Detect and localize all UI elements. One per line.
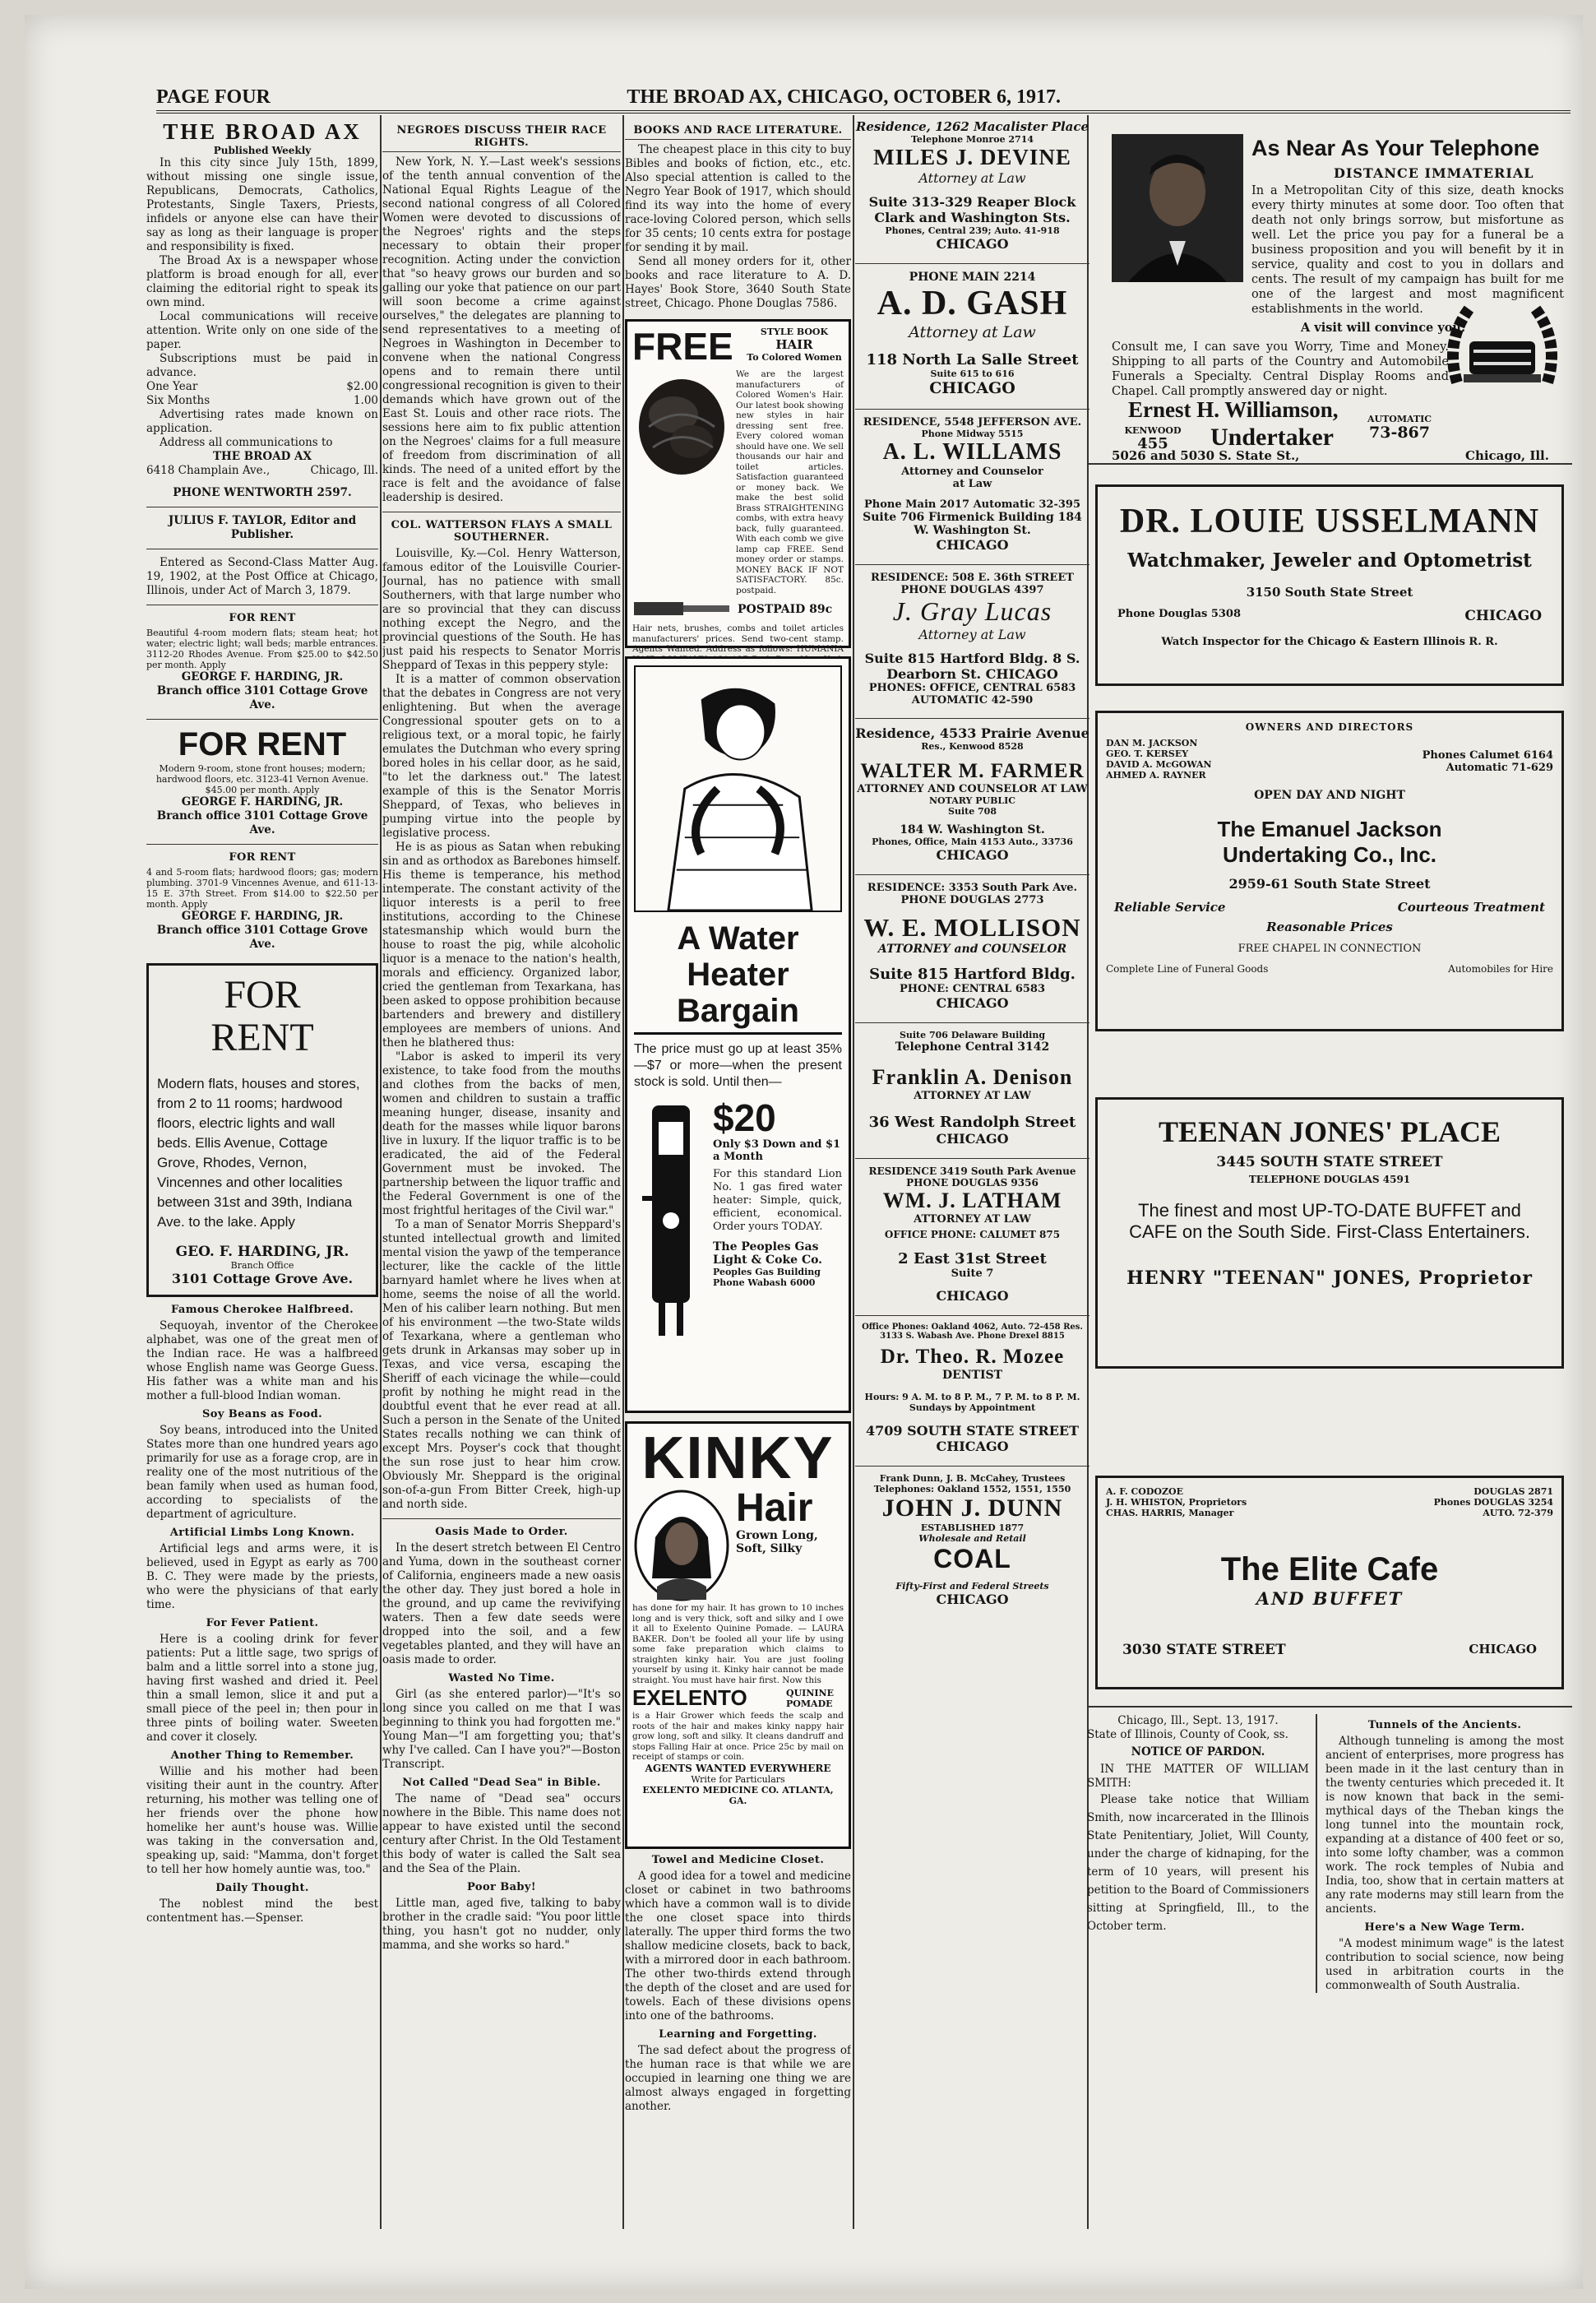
hair-style-ad	[625, 319, 851, 654]
rent-heading: FOR RENT	[229, 612, 296, 624]
water-heater-image	[634, 1097, 708, 1344]
gas-building: Peoples Gas Building	[713, 1267, 821, 1277]
agent-name: GEORGE F. HARDING, JR.	[181, 670, 344, 683]
article-body: New York, N. Y.—Last week's sessions of the tenth annual convention of the National Equal Rights League of the second national congress of all Colored Women were devoted to discussions of the Negroes' rights and the steps necessary to obtain their proper recognition. Acting under the conviction that "so heavy grows our burden and so galling our yoke that patience on our part will soon become a crime against ourselves," the delegates are planning to send representatives to a meeting of Negroes in Washington in December to convene when the national Congress opens and to remain there until congressional recognition is given to their demands which have grown out of the East St. Louis and other race riots. The sessions here aim to fix public attention on the Negroes' claims for a full measure of freedom from discrimination of all kinds. The need of a united effort by the race is felt and the avoidance of false leadership is desired.	[382, 155, 621, 504]
article-heading: Poor Baby!	[467, 1881, 536, 1893]
price-value: $2.00	[346, 380, 378, 393]
editor: JULIUS F. TAYLOR, Editor and Publisher.	[168, 514, 357, 541]
free-heading: FREE	[632, 325, 733, 368]
paper-title: THE BROAD AX	[163, 119, 362, 144]
intro-paragraph: Subscriptions must be paid in advance.	[146, 352, 378, 379]
paper-phone: PHONE WENTWORTH 2597.	[173, 486, 352, 499]
kinky-body2: is a Hair Grower which feeds the scalp and roots of the hair and makes kinky nappy hair grow long, soft and silky. It cleans dandruff and stops Falling Hair at once. Price 25c by mail on receipt of stamps or coin.	[632, 1711, 844, 1762]
usselmann-ad	[1095, 484, 1564, 686]
intro-paragraph: The Broad Ax is a newspaper whose platform is broad enough for all, ever claiming the editorial right to speak its own mind.	[146, 254, 378, 309]
article-body: The cheapest place in this city to buy Bibles and books of fiction, etc., etc. Also special attention is called to the Negro Year Book of 1917, which should find its way into the home of every race-loving Colored person, which sells for 35 cents; 10 cents extra for postage for sending it by mail.	[625, 143, 851, 254]
article-body: Here is a cooling drink for fever patients: Put a little sage, two sprigs of balm and a little sorrel into a stone jug, having first washed and dried it. Peel thin a small lemon, slice it and put a small piece of the peel in; then pour in three pints of boiling water. Sweeten and cover it closely.	[146, 1633, 378, 1744]
article-heading: Famous Cherokee Halfbreed.	[170, 1304, 354, 1316]
price-label: One Year	[146, 380, 198, 393]
elite-address: 3030 STATE STREET	[1122, 1642, 1286, 1658]
usselmann-name: DR. LOUIE USSELMANN	[1119, 503, 1540, 540]
williamson-portrait	[1112, 134, 1243, 282]
exelento-company: EXELENTO MEDICINE CO. ATLANTA, GA.	[642, 1784, 834, 1806]
article-body: Girl (as she entered parlor)—"It's so long since you called on me that I was beginning to think you had forgotten me." Young Man—"I am forgetting you; that's why I've called. Can I have you?"—Boston Transcript.	[382, 1688, 621, 1771]
column-2	[382, 119, 621, 2225]
usselmann-footer: Watch Inspector for the Chicago & Eastern Illinois R. R.	[1161, 636, 1498, 648]
paper-subtitle: Published Weekly	[213, 145, 312, 156]
kenwood-label: KENWOOD	[1124, 425, 1182, 436]
card-mollison: RESIDENCE: 3353 South Park Ave. PHONE DOUGLAS 2773 W. E. MOLLISON ATTORNEY and COUNSELOR Suite 815 Hartford Bldg. PHONE: CENTRAL 6583 CHICAGO	[863, 882, 1081, 1011]
article-body: Little man, aged five, talking to baby brother in the cradle said: "You poor little thing, you hasn't got no nudder, only mamma, and she works so hard."	[382, 1897, 621, 1952]
write-particulars: Write for Particulars	[691, 1773, 785, 1785]
heater-price: $20	[713, 1096, 776, 1139]
article-heading: Learning and Forgetting.	[659, 2028, 817, 2041]
agent-branch: Branch office 3101 Cottage Grove Ave.	[156, 684, 368, 711]
street: 6418 Champlain Ave.,	[146, 464, 271, 477]
column-rule	[380, 115, 382, 2229]
williamson-sub: DISTANCE IMMATERIAL	[1334, 165, 1534, 181]
card-denison: Suite 706 Delaware Building Telephone Central 3142 Franklin A. Denison ATTORNEY AT LAW 36 West Randolph Street CHICAGO	[868, 1030, 1076, 1147]
agent-name: GEORGE F. HARDING, JR.	[181, 910, 344, 923]
rent-box-branch: Branch Office	[230, 1260, 294, 1271]
article-body: Soy beans, introduced into the United States more than one hundred years ago primarily for use as a forage crop, are in reality one of the most nutritious of the bean family when used as human food, according to specialists of the department of agriculture.	[146, 1424, 378, 1521]
teenan-ad	[1095, 1097, 1564, 1369]
masthead: THE BROAD AX, CHICAGO, OCTOBER 6, 1917.	[627, 86, 1061, 108]
rent-box-ad	[146, 963, 378, 1297]
jackson-auto: Automatic 71-629	[1446, 762, 1553, 774]
article-body: Artificial legs and arms were, it is believed, used in Egypt as early as 700 B. C. They were made by the priests, who were the physicians of that early time.	[146, 1542, 378, 1611]
article-body: "A modest minimum wage" is the latest contribution to social science, now being used in arbitration courts in the commonwealth of South Australia.	[1325, 1937, 1564, 1992]
jackson-owner: DAVID A. McGOWAN	[1106, 759, 1212, 770]
article-heading: Oasis Made to Order.	[435, 1526, 568, 1538]
heater-desc: For this standard Lion No. 1 gas fired water heater: Simple, quick, efficient, economical. Order yours TODAY.	[713, 1168, 842, 1233]
article-body: A good idea for a towel and medicine closet or cabinet in two bathrooms which have a common wall is to divide the one closet space into thirds laterally. The upper third forms the two shallow medicine closets, back to back, with a mirrored door in each bathroom. The other two-thirds extend through the depth of the closet and are used for towels. Each of these divisions opens into one of the bathrooms.	[625, 1870, 851, 2023]
agents-wanted: AGENTS WANTED EVERYWHERE	[645, 1762, 831, 1774]
column-3	[625, 119, 851, 2225]
article-body: To a man of Senator Morris Sheppard's stunted intellectual growth and limited mental vision the yawp of the temperance lecturer, like the cackle of the little barnyard hamlet where he lives when at home, seems the noise of all the world. Men of his caliber learn nothing. But men of his environment —the two-State wilds of Texarkana, where a gentleman who gets drunk in Arkansas may sober up in Texas, and vice versa, escaping the Sheriff of each vicinage the while—could profit by nothing he might read in the doubtful event that he ever read at all. Such a person in the Senate of the United States recalls nothing we can think of except Mrs. Poyser's cock that thought the sun rose just to hear him crow. Obviously Mr. Sheppard is the original son-of-a-gun From Bitter Creek, high-up and north side.	[382, 1218, 621, 1511]
elite-owner: J. H. WHISTON, Proprietors	[1106, 1497, 1247, 1508]
teenan-proprietor: HENRY "TEENAN" JONES, Proprietor	[1126, 1267, 1533, 1289]
free-sub: To Colored Women	[747, 352, 842, 363]
card-williams: RESIDENCE, 5548 JEFFERSON AVE. Phone Midway 5515 A. L. WILLAMS Attorney and Counselor at Law Phone Main 2017 Automatic 32-395 Suite 706 Firmenick Building 184 W. Washington St. CHICAGO	[863, 416, 1082, 553]
card-lucas: RESIDENCE: 508 E. 36th STREET PHONE DOUGLAS 4397 J. Gray Lucas Attorney at Law Suite 815 Hartford Bldg. 8 S. Dearborn St. CHICAGO PHONES: OFFICE, CENTRAL 6583 AUTOMATIC 42-590	[864, 572, 1080, 707]
article-body: Louisville, Ky.—Col. Henry Watterson, famous editor of the Louisville Courier-Journal, has no patience with small Southerners, with that large number who are so provincial that they can discuss nothing except the Negro, and the provincial questions of the South. He has just paid his respects to Senator Morris Sheppard of Texas in this peppery style:	[382, 547, 621, 672]
postpaid-price: POSTPAID 89c	[738, 603, 833, 616]
rent-box-heading: RENT	[210, 1016, 314, 1059]
article-heading: Not Called "Dead Sea" in Bible.	[402, 1777, 601, 1789]
water-heater-ad	[625, 656, 851, 1413]
article-heading: For Fever Patient.	[206, 1617, 319, 1629]
card-mozee: Office Phones: Oakland 4062, Auto. 72-458 Res. 3133 S. Wabash Ave. Phone Drexel 8815 Dr. Theo. R. Mozee DENTIST Hours: 9 A. M. to 8 P. M., 7 P. M. to 8 P. M. Sundays by Appointment 4709 SOUTH STATE STREET CHICAGO	[862, 1323, 1083, 1454]
jackson-courteous: Courteous Treatment	[1397, 900, 1545, 915]
heater-heading: Heater	[687, 957, 789, 993]
williamson-ad	[1087, 119, 1572, 465]
card-gash: PHONE MAIN 2214 A. D. GASH Attorney at Law 118 North La Salle Street Suite 615 to 616 CHICAGO	[866, 271, 1079, 397]
page-header	[156, 86, 1571, 109]
rent-body: Beautiful 4-room modern flats; steam heat; hot water; electric light; wall beds; marble entrances. 3112-20 Rhodes Avenue. From $25.00 to $42.50 per month. Apply	[146, 628, 378, 670]
jackson-owner: GEO. T. KERSEY	[1106, 748, 1189, 759]
teenan-address: 3445 SOUTH STATE STREET	[1216, 1154, 1443, 1170]
jackson-name: Undertaking Co., Inc.	[1222, 842, 1437, 867]
free-sub: HAIR	[775, 337, 813, 352]
jackson-ad	[1095, 711, 1564, 1031]
jackson-prices: Reasonable Prices	[1266, 920, 1393, 934]
teenan-phone: TELEPHONE DOUGLAS 4591	[1248, 1174, 1411, 1185]
agent-branch: Branch office 3101 Cottage Grove Ave.	[156, 924, 368, 951]
jackson-owners: OWNERS AND DIRECTORS	[1245, 721, 1414, 733]
jackson-chapel: FREE CHAPEL IN CONNECTION	[1237, 943, 1422, 955]
williamson-name: Ernest H. Williamson,	[1128, 397, 1339, 422]
rent-body: Modern 9-room, stone front houses; modern; hardwood floors, etc. 3123-41 Vernon Avenue. $45.00 per month. Apply	[155, 763, 369, 795]
article-body: Willie and his mother had been visiting their aunt in the country. After returning, his mother was telling one of her friends over the phone how homelike her aunt's house was. Willie was taking in the conversation and, speaking up, said: "Mamma, don't forget to tell her how homely auntie was, too."	[146, 1765, 378, 1876]
grown-sub: Grown Long, Soft, Silky	[736, 1529, 818, 1555]
automatic-number: 73-867	[1369, 424, 1430, 442]
elite-phone: DOUGLAS 2871	[1473, 1486, 1553, 1497]
elite-cafe-ad	[1095, 1476, 1564, 1689]
page-label: PAGE FOUR	[156, 86, 271, 108]
article-body: The sad defect about the progress of the human race is that while we are occupied in learning one thing we are almost always engaged in forgetting another.	[625, 2044, 851, 2113]
jackson-reliable: Reliable Service	[1114, 900, 1226, 915]
heater-body: The price must go up at least 35%—$7 or more—when the present stock is sold. Until then—	[634, 1042, 842, 1089]
exelento-heading: EXELENTO	[632, 1685, 747, 1710]
kinky-heading: KINKY	[641, 1425, 835, 1491]
article-body: Sequoyah, inventor of the Cherokee alphabet, was one of the great men of the Indian race. He was a halfbreed whose English name was George Guess. His father was a white man and his mother a full-blood Indian woman.	[146, 1319, 378, 1402]
pomade-label: QUININE POMADE	[786, 1687, 834, 1709]
undertaker-label: Undertaker	[1210, 424, 1334, 451]
elite-city: CHICAGO	[1469, 1642, 1537, 1657]
elite-phone: Phones DOUGLAS 3254	[1433, 1497, 1553, 1508]
usselmann-phone: Phone Douglas 5308	[1117, 608, 1242, 620]
jackson-open: OPEN DAY AND NIGHT	[1254, 789, 1405, 802]
pardon-heading: NOTICE OF PARDON.	[1131, 1745, 1265, 1759]
comb-image	[632, 599, 731, 620]
elite-sub: AND BUFFET	[1256, 1588, 1404, 1609]
card-devine: Residence, 1262 Macalister Place Telephone Monroe 2714 MILES J. DEVINE Attorney at Law Suite 313-329 Reaper Block Clark and Washington Sts. Phones, Central 239; Auto. 41-918 CHICAGO	[855, 119, 1089, 252]
article-body: Although tunneling is among the most ancient of enterprises, more progress has been made in it the last century than in the twenty centuries which preceded it. It is now known that back in the semi-mythical days of the Theban kings the long tunnel into the mountain rock, expanding at a distance of 400 feet or so, into some lofty chamber, was a common work. The rock temples of Nubia and India, too, show that in certain matters at any rate moderns may still learn from the ancients.	[1325, 1735, 1564, 1916]
williamson-city: Chicago, Ill.	[1465, 448, 1549, 463]
teenan-body: The finest and most UP-TO-DATE BUFFET and CAFE on the South Side. First-Class Entertainers.	[1129, 1200, 1530, 1242]
free-body: We are the largest manufacturers of Colored Women's Hair. Our latest book showing new styles in hair dressing sent free. Every colored woman should have one. We sell thousands our hair and toilet articles. Satisfaction guaranteed or money back. We make the best solid Brass STRAIGHTENING combs, with extra heavy back, fully guaranteed. With each comb we give lamp cap FREE. Send money order or stamps. MONEY BACK IF NOT SATISFACTORY. 85c. postpaid.	[736, 369, 844, 595]
rent-box-name: GEO. F. HARDING, JR.	[175, 1244, 349, 1260]
hair-heading: Hair	[736, 1486, 813, 1530]
article-body: In the desert stretch between El Centro and Yuma, down in the southeast corner of California, engineers made a new oasis the other day. They just bored a hole in the ground, and up came the revivifying waters. Then a few date seeds were dropped into the soil, and a few vegetables planted, and they will have an oasis made to order.	[382, 1541, 621, 1666]
woman-portrait	[632, 1488, 731, 1603]
gas-company: The Peoples Gas Light & Coke Co.	[713, 1240, 823, 1267]
article-body: He is as pious as Satan when rebuking sin and as orthodox as Barebones himself. His theme is temperance, his method intemperate. The constant activity of the liquor interests is a peril to free institutions, according to the Chinese statesmanship which would burn the house to roast the pig, while alcoholic liquor is a menace to the nation's health, morals and efficiency. Organized labor, cried the gentleman from Texarkana, has been asked to oppose prohibition because bartenders and brewery and distillery employees are members of unions. And then he blathered thus:	[382, 841, 621, 1050]
elite-owner: CHAS. HARRIS, Manager	[1106, 1508, 1234, 1518]
kinky-body: has done for my hair. It has grown to 10 inches long and is very thick, soft and silky and I owe it all to Exelento Quinine Pomade. — LAURA BAKER. Don't be fooled all your life by using some fake preparation which claims to straighten kinky hair. You are just fooling yourself by using it. Kinky hair cannot be made straight. You must have hair first. Now this	[632, 1603, 844, 1685]
rent-box-heading: FOR	[224, 973, 301, 1017]
card-farmer: Residence, 4533 Prairie Avenue Res., Kenwood 8528 WALTER M. FARMER ATTORNEY AND COUNSELOR AT LAW NOTARY PUBLIC Suite 708 184 W. Washington St. Phones, Office, Main 4153 Auto., 33736 CHICAGO	[855, 725, 1089, 863]
address-line: Address all communications to	[160, 436, 333, 449]
paper-name: THE BROAD AX	[212, 450, 312, 463]
article-heading: BOOKS AND RACE LITERATURE.	[625, 124, 851, 140]
article-body: The noblest mind the best contentment has.—Spenser.	[146, 1898, 378, 1925]
pardon-body: Please take notice that William Smith, now incarcerated in the Illinois State Penitentiary, Joliet, Will County, under the charge of kidnaping, for the term of 10 years, will present his petition to the Board of Commissioners sitting at Springfield, Ill., to the October term.	[1087, 1793, 1309, 1933]
automatic-label: AUTOMATIC	[1367, 414, 1432, 424]
jackson-autos: Automobiles for Hire	[1448, 963, 1553, 975]
column-5	[1087, 119, 1572, 2225]
jackson-name: The Emanuel Jackson	[1217, 817, 1442, 841]
article-heading: NEGROES DISCUSS THEIR RACE RIGHTS.	[382, 124, 621, 152]
article-heading: Another Thing to Remember.	[170, 1749, 354, 1762]
intro-paragraph: Local communications will receive attention. Write only on one side of the paper.	[146, 310, 378, 351]
adv-rates: Advertising rates made known on application.	[146, 408, 378, 435]
heater-down: Only $3 Down and $1 a Month	[713, 1138, 841, 1163]
teenan-name: TEENAN JONES' PLACE	[1158, 1115, 1501, 1148]
williamson-heading: As Near As Your Telephone	[1251, 136, 1540, 160]
pardon-date: Chicago, Ill., Sept. 13, 1917.	[1117, 1714, 1279, 1727]
williamson-visit: A visit will convince you.	[1301, 321, 1466, 335]
jackson-owner: DAN M. JACKSON	[1106, 738, 1198, 748]
jackson-address: 2959-61 South State Street	[1228, 876, 1431, 892]
rent-box-address: 3101 Cottage Grove Ave.	[171, 1271, 354, 1286]
card-latham: RESIDENCE 3419 South Park Avenue PHONE DOUGLAS 9356 WM. J. LATHAM ATTORNEY AT LAW OFFICE PHONE: CALUMET 875 2 East 31st Street Suite 7 CHICAGO	[868, 1165, 1076, 1304]
usselmann-title: Watchmaker, Jeweler and Optometrist	[1127, 549, 1532, 572]
price-label: Six Months	[146, 394, 210, 407]
jackson-owner: AHMED A. RAYNER	[1106, 770, 1206, 781]
article-body: "Labor is asked to imperil its very existence, to take food from the mouths and clothes from the backs of men, women and children to sustain a traffic meaning hunger, disease, insanity and death for the masses while liquor barons live in luxury. If the liquor traffic is to be eradicated, the aid of the Federal Government must be invoked. The partnership between the liquor traffic and the Federal Government is one of the most frightful heritages of the Civil war."	[382, 1050, 621, 1217]
rent-heading: FOR RENT	[229, 851, 296, 864]
article-body: It is a matter of common observation that the debates in Congress are not very enlightening. But when the average Congressional spouter gets on to a religious text, or a moral topic, he fairly emulates the Dutchman who every spring bored holes in his cellar door, as he said, "to let the darkness out." The latest example of this is the Senator Morris Sheppard, of Texas, who believes in pumping virtue into the people by legislative process.	[382, 673, 621, 840]
rent-heading: FOR RENT	[178, 726, 347, 762]
hair-bun-image	[632, 369, 731, 493]
elite-name: The Elite Cafe	[1220, 1551, 1439, 1587]
williamson-address: 5026 and 5030 S. State St.,	[1112, 448, 1300, 463]
article-heading: Towel and Medicine Closet.	[651, 1854, 825, 1866]
article-heading: Tunnels of the Ancients.	[1367, 1719, 1522, 1731]
gas-phone: Phone Wabash 6000	[713, 1277, 816, 1288]
article-heading: Daily Thought.	[215, 1882, 309, 1894]
article-body: Send all money orders for it, other books and race literature to A. D. Hayes' Book Store, 3640 South State street, Chicago. Phone Douglas 7586.	[625, 255, 851, 310]
article-heading: Wasted No Time.	[448, 1672, 555, 1684]
card-dunn: Frank Dunn, J. B. McCahey, Trustees Telephones: Oakland 1552, 1551, 1550 JOHN J. DUNN ESTABLISHED 1877 Wholesale and Retail COAL Fifty-First and Federal Streets CHICAGO	[873, 1473, 1071, 1607]
casket-wreath-image	[1441, 292, 1564, 407]
free-footer: Hair nets, brushes, combs and toilet articles manufacturers' prices. Send two-cent stamp. Agents Wanted. Address as follows: HUMANIA	[632, 623, 844, 654]
bottom-notices	[1087, 1706, 1572, 1993]
intro-paragraph: In this city since July 15th, 1899, without missing one single issue, Republicans, Democrats, Catholics, Protestants, Single Taxers, Priests, infidels or anyone else can have their say as long as their language is proper and responsibility is fixed.	[146, 156, 378, 253]
column-4	[855, 119, 1089, 2225]
header-rule	[156, 110, 1571, 114]
williamson-body: In a Metropolitan City of this size, death knocks every thirty minutes at some door. Too often that death not only brings sorrow, but misfortune as well. Let the price you pay for a funeral be a business proposition and you will benefit by it in service, quality and cost to you in dollars and cents. The result of my campaign has built for me one of the largest and most magnificent establishments in the world.	[1251, 184, 1564, 316]
williamson-body2: Consult me, I can save you Worry, Time and Money. Shipping to all parts of the Country and Automobile Funerals a Specialty. Central Display Rooms and Chapel. Call promptly answered day or night.	[1112, 341, 1449, 398]
kenwood-number: 455	[1137, 435, 1168, 452]
usselmann-city: CHICAGO	[1464, 608, 1542, 624]
article-heading: Here's a New Wage Term.	[1364, 1921, 1525, 1934]
city: Chicago, Ill.	[310, 464, 378, 477]
jackson-phones: Phones Calumet 6164	[1422, 749, 1553, 762]
pardon-state: State of Illinois, County of Cook, ss.	[1087, 1728, 1288, 1741]
usselmann-address: 3150 South State Street	[1246, 585, 1413, 600]
column-1	[146, 119, 378, 2225]
elite-phone: AUTO. 72-379	[1483, 1508, 1553, 1518]
rent-body: 4 and 5-room flats; hardwood floors; gas; modern plumbing. 3701-9 Vincennes Avenue, and 611-13-15 E. 37th Street. From $14.00 to $22.50 per month. Apply	[146, 867, 378, 910]
price-value: 1.00	[353, 394, 378, 407]
elite-owner: A. F. CODOZOE	[1106, 1486, 1184, 1497]
kinky-hair-ad	[625, 1421, 851, 1849]
agent-name: GEORGE F. HARDING, JR.	[181, 795, 344, 809]
free-sub: STYLE BOOK	[760, 327, 829, 337]
heater-heading: Bargain	[634, 993, 842, 1035]
entered-notice: Entered as Second-Class Matter Aug. 19, 1902, at the Post Office at Chicago, Illinois, under Act of March 3, 1879.	[146, 556, 378, 597]
article-body: The name of "Dead sea" occurs nowhere in the Bible. This name does not appear to have existed until the second century after Christ. In the Old Testament this body of water is called the Salt sea and the Sea of the Plain.	[382, 1792, 621, 1875]
pardon-matter: IN THE MATTER OF WILLIAM SMITH:	[1087, 1763, 1309, 1790]
woman-illustration	[634, 665, 842, 912]
heater-heading: A Water	[677, 920, 799, 957]
article-heading: Soy Beans as Food.	[201, 1408, 323, 1420]
rent-box-body: Modern flats, houses and stores, from 2 to 11 rooms; hardwood floors, electric lights and wall beds. Ellis Avenue, Cottage Grove, Rhodes, Vernon, Vincennes and other localities between 31st and 39th, Indiana Ave. to the lake. Apply	[157, 1076, 360, 1230]
agent-branch: Branch office 3101 Cottage Grove Ave.	[156, 809, 368, 836]
article-heading: Artificial Limbs Long Known.	[169, 1527, 355, 1539]
article-heading: COL. WATTERSON FLAYS A SMALL SOUTHERNER.	[391, 519, 613, 544]
column-rule	[622, 115, 624, 2229]
column-rule	[853, 115, 854, 2229]
jackson-goods: Complete Line of Funeral Goods	[1106, 963, 1269, 975]
